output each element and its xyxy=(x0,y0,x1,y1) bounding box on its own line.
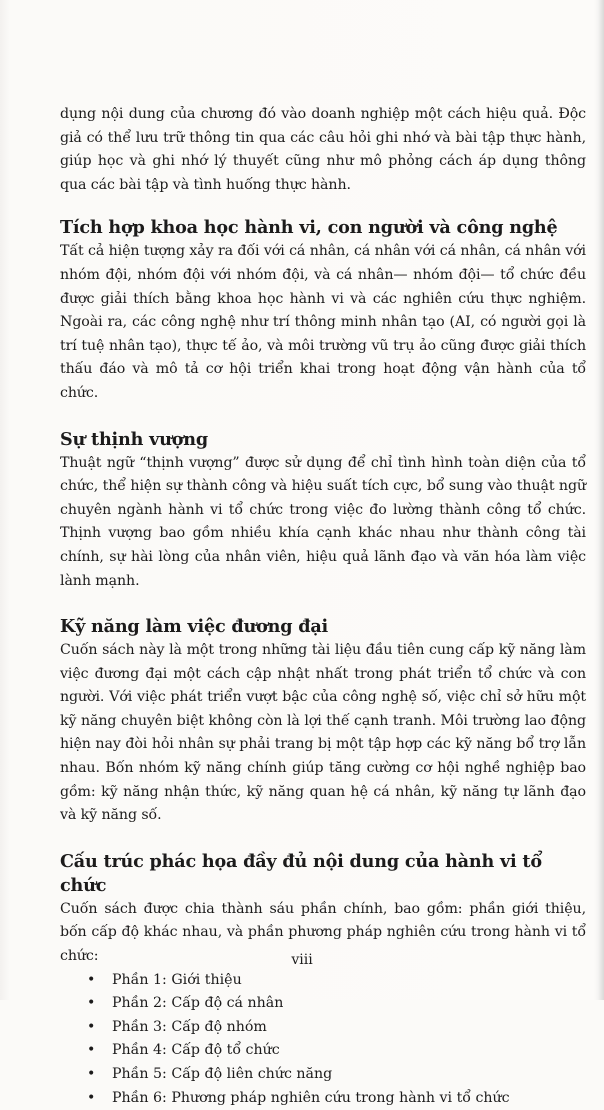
page-edge-shadow xyxy=(598,0,604,1000)
bullet-icon: • xyxy=(87,1042,96,1059)
bullet-icon: • xyxy=(87,1066,96,1082)
section-text-prosperity: Thuật ngữ “thịnh vượng” được sử dụng để chỉ tình hình toàn diện của tổ chức, thể hiện sự thành công và hiệu suất tích cực, bổ sung vào thuật ngữ chuyên ngành hành vi tổ chức trong việc đo lường thành công tổ chức. Thịnh vượng bao gồm nhiều khía cạnh khác nhau như thành công tài chính, sự hài lòng của nhân viên, hiệu quả lãnh đạo và văn hóa làm việc lành mạnh. xyxy=(60,454,586,589)
list-item xyxy=(87,969,586,993)
list-item-label: Phần 5: Cấp độ liên chức năng xyxy=(112,1066,333,1082)
bullet-icon: • xyxy=(87,995,96,1012)
list-item-label: Phần 1: Giới thiệu xyxy=(112,971,242,988)
list-item-label: Phần 3: Cấp độ nhóm xyxy=(112,1018,267,1035)
section-heading-skills: Kỹ năng làm việc đương đại xyxy=(60,616,329,638)
bullet-icon: • xyxy=(87,971,96,988)
section-heading-integration: Tích hợp khoa học hành vi, con người và công nghệ xyxy=(60,217,558,239)
intro-paragraph: dụng nội dung của chương đó vào doanh nghiệp một cách hiệu quả. Độc giả có thể lưu trữ thông tin qua các câu hỏi ghi nhớ và bài tập thực hành, giúp học và ghi nhớ lý thuyết cũng như mô phỏng cách áp dụng thông qua các bài tập và tình huống thực hành. xyxy=(60,106,586,193)
section-heading-prosperity: Sự thịnh vượng xyxy=(60,428,208,450)
parts-list xyxy=(60,969,586,1110)
section-heading-structure: Cấu trúc phác họa đầy đủ nội dung của hành vi tổ chức xyxy=(60,850,542,896)
page-number: viii xyxy=(291,952,313,968)
section-text-structure: Cuốn sách được chia thành sáu phần chính, bao gồm: phần giới thiệu, bốn cấp độ khác nhau, và phần phương pháp nghiên cứu trong hành vi tổ chức: xyxy=(60,900,586,965)
list-item xyxy=(87,1016,586,1040)
section-text-integration: Tất cả hiện tượng xảy ra đối với cá nhân, cá nhân với cá nhân, cá nhân với nhóm đội, nhóm đội với nhóm đội, và cá nhân— nhóm đội— tổ chức đều được giải thích bằng khoa học hành vi và các nghiên cứu thực nghiệm. Ngoài ra, các công nghệ như trí thông minh nhân tạo (AI, có người gọi là trí tuệ nhân tạo), thực tế ảo, và môi trường vũ trụ ảo cũng được giải thích thấu đáo và mô tả cơ hội triển khai trong hoạt động vận hành của tổ chức. xyxy=(60,243,586,401)
list-item-label: Phần 6: Phương pháp nghiên cứu trong hành vi tổ chức xyxy=(112,1089,510,1106)
list-item-label: Phần 2: Cấp độ cá nhân xyxy=(112,995,284,1012)
list-item xyxy=(87,1039,586,1063)
list-item-label: Phần 4: Cấp độ tổ chức xyxy=(112,1042,280,1059)
bullet-icon: • xyxy=(87,1089,96,1106)
list-item xyxy=(87,1063,586,1087)
section-text-skills: Cuốn sách này là một trong những tài liệu đầu tiên cung cấp kỹ năng làm việc đương đại một cách cập nhật nhất trong phát triển tổ chức và con người. Với việc phát triển vượt bậc của công nghệ số, việc chỉ sở hữu một kỹ năng chuyên biệt không còn là lợi thế cạnh tranh. Môi trường lao động hiện nay đòi hỏi nhân sự phải trang bị một tập hợp các kỹ năng bổ trợ lẫn nhau. Bốn nhóm kỹ năng chính giúp tăng cường cơ hội nghề nghiệp bao gồm: kỹ năng nhận thức, kỹ năng quan hệ cá nhân, kỹ năng tự lãnh đạo và kỹ năng số. xyxy=(60,642,586,824)
list-item xyxy=(87,992,586,1016)
bullet-icon: • xyxy=(87,1018,96,1035)
list-item xyxy=(87,1087,586,1110)
